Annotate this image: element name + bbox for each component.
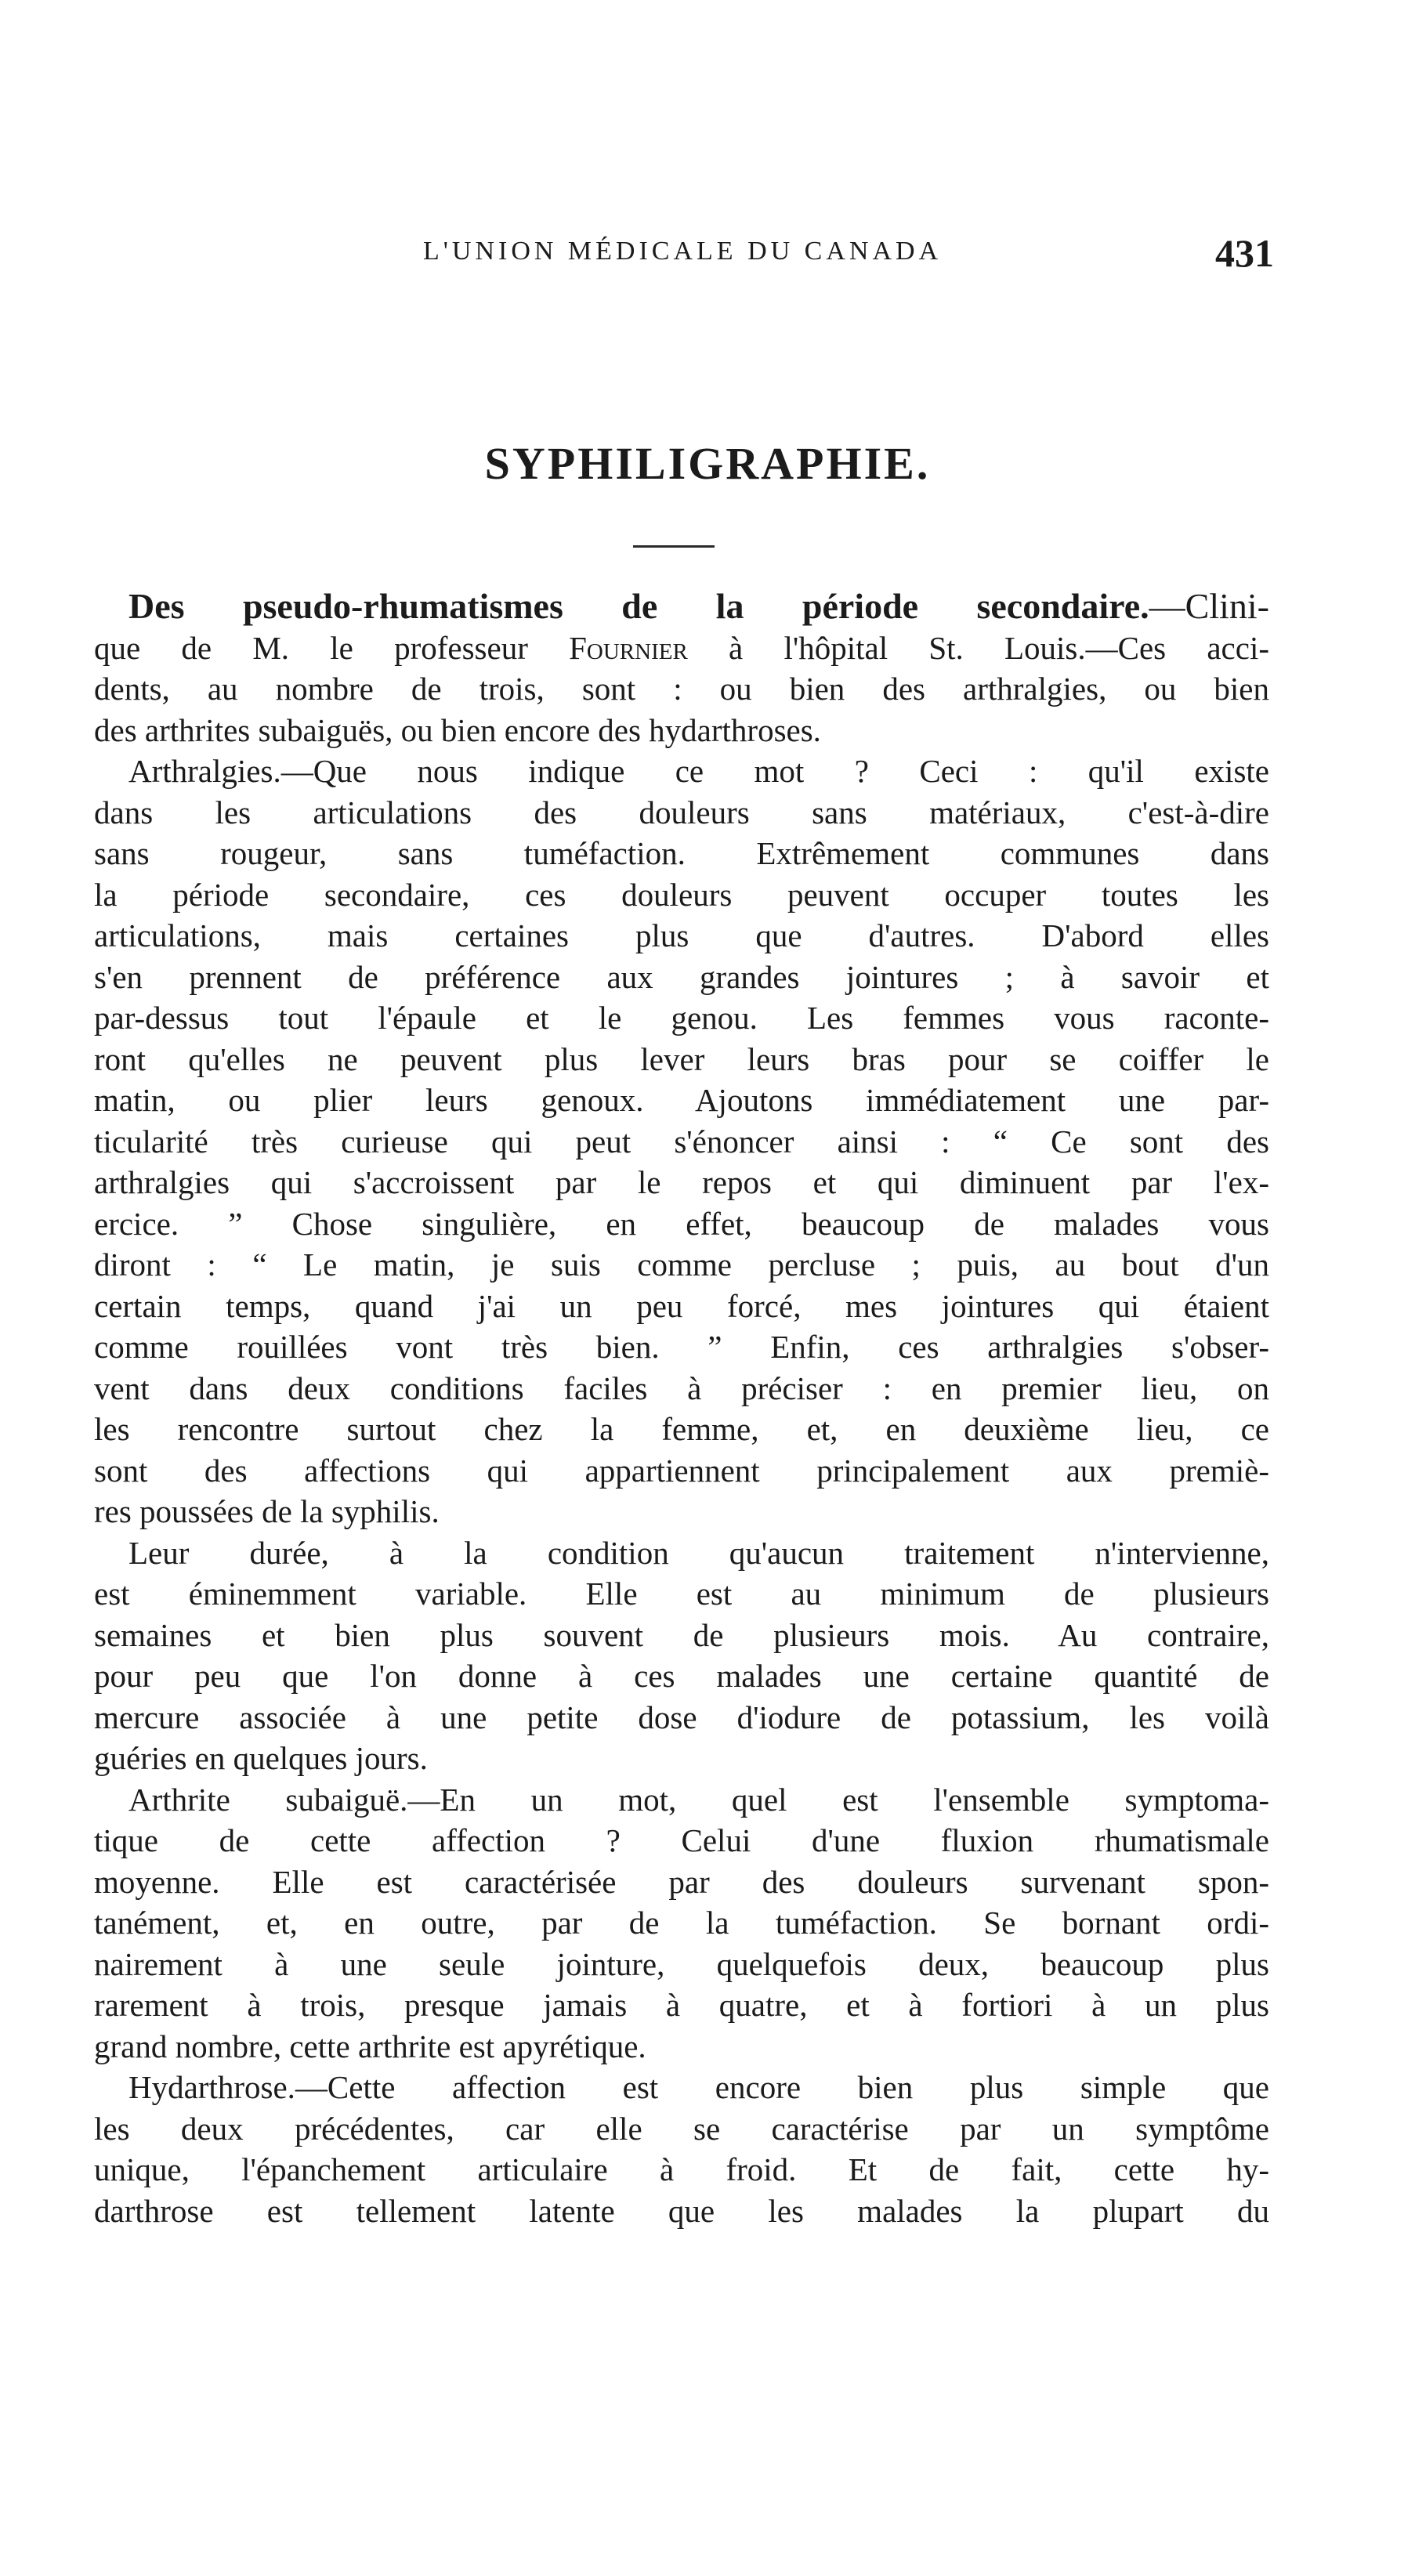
text-line: vent dans deux conditions faciles à préciser : en premier lieu, on: [94, 1369, 1269, 1406]
text-line: est éminemment variable. Elle est au minimum de plusieurs: [94, 1576, 1269, 1612]
article-heading: Des pseudo-rhumatismes de la période secondaire.: [128, 586, 1149, 626]
paragraph-start-arthrite: Arthrite subaiguë.—En un mot, quel est l'ensemble symptoma-: [128, 1781, 1269, 1818]
text-line: diront : “ Le matin, je suis comme percluse ; puis, au bout d'un: [94, 1246, 1269, 1283]
article-heading-line: [94, 586, 1269, 628]
text-line: tanément, et, en outre, par de la tuméfaction. Se bornant ordi-: [94, 1905, 1269, 1941]
article-body: [94, 586, 1269, 2231]
paragraph-start-arthralgies: Arthralgies.—Que nous indique ce mot ? Ceci : qu'il existe: [128, 753, 1269, 789]
text-line: pour peu que l'on donne à ces malades une certaine quantité de: [94, 1658, 1269, 1694]
text-line: les deux précédentes, car elle se caractérise par un symptôme: [94, 2110, 1269, 2147]
text-line: nairement à une seule jointure, quelquefois deux, beaucoup plus: [94, 1945, 1269, 1982]
text-line: darthrose est tellement latente que les malades la plupart du: [94, 2192, 1269, 2229]
text-fragment: que de M. le professeur: [94, 629, 570, 666]
text-line: articulations, mais certaines plus que d'autres. D'abord elles: [94, 917, 1269, 953]
title-rule: [633, 545, 715, 548]
text-fragment: à l'hôpital St. Louis.—Ces acci-: [687, 629, 1269, 666]
paragraph-start-hydarthrose: Hydarthrose.—Cette affection est encore bien plus simple que: [128, 2069, 1269, 2105]
page-number: 431: [1215, 231, 1274, 275]
article-heading-rest: —Clini-: [1149, 586, 1269, 626]
text-line: les rencontre surtout chez la femme, et, en deuxième lieu, ce: [94, 1411, 1269, 1447]
text-line: arthralgies qui s'accroissent par le repos et qui diminuent par l'ex-: [94, 1164, 1269, 1200]
text-line: la période secondaire, ces douleurs peuvent occuper toutes les: [94, 876, 1269, 913]
text-line: moyenne. Elle est caractérisée par des douleurs survenant spon-: [94, 1863, 1269, 1900]
text-line: semaines et bien plus souvent de plusieurs mois. Au contraire,: [94, 1616, 1269, 1653]
text-line: sont des affections qui appartiennent principalement aux premiè-: [94, 1452, 1269, 1489]
text-line: tique de cette affection ? Celui d'une fluxion rhumatismale: [94, 1822, 1269, 1858]
text-line: mercure associée à une petite dose d'iodure de potassium, les voilà: [94, 1699, 1269, 1735]
text-line: certain temps, quand j'ai un peu forcé, mes jointures qui étaient: [94, 1287, 1269, 1324]
text-line: par-dessus tout l'épaule et le genou. Les femmes vous raconte-: [94, 1000, 1269, 1036]
text-line: grand nombre, cette arthrite est apyrétique.: [94, 2028, 646, 2064]
text-line: guéries en quelques jours.: [94, 1740, 428, 1776]
text-line: sans rougeur, sans tuméfaction. Extrêmement communes dans: [94, 835, 1269, 871]
text-line: [94, 628, 1269, 669]
text-line: dents, au nombre de trois, sont : ou bien des arthralgies, ou bien: [94, 671, 1269, 707]
text-line: dans les articulations des douleurs sans matériaux, c'est-à-dire: [94, 794, 1269, 830]
text-line: ront qu'elles ne peuvent plus lever leurs bras pour se coiffer le: [94, 1040, 1269, 1077]
author-name: Fournier: [569, 629, 688, 666]
paragraph-start-duree: Leur durée, à la condition qu'aucun traitement n'intervienne,: [128, 1534, 1269, 1571]
running-title: L'UNION MÉDICALE DU CANADA: [423, 237, 943, 266]
text-line: ticularité très curieuse qui peut s'énoncer ainsi : “ Ce sont des: [94, 1123, 1269, 1160]
text-line: res poussées de la syphilis.: [94, 1493, 440, 1529]
text-line: unique, l'épanchement articulaire à froid. Et de fait, cette hy-: [94, 2151, 1269, 2187]
text-line: matin, ou plier leurs genoux. Ajoutons immédiatement une par-: [94, 1082, 1269, 1118]
section-title: SYPHILIGRAPHIE.: [484, 438, 931, 489]
running-head: [94, 231, 1321, 284]
text-line: s'en prennent de préférence aux grandes jointures ; à savoir et: [94, 958, 1269, 995]
text-line: des arthrites subaiguës, ou bien encore des hydarthroses.: [94, 711, 821, 748]
text-line: ercice. ” Chose singulière, en effet, beaucoup de malades vous: [94, 1205, 1269, 1242]
text-line: rarement à trois, presque jamais à quatre, et à fortiori à un plus: [94, 1987, 1269, 2023]
text-line: comme rouillées vont très bien. ” Enfin, ces arthralgies s'obser-: [94, 1329, 1269, 1365]
